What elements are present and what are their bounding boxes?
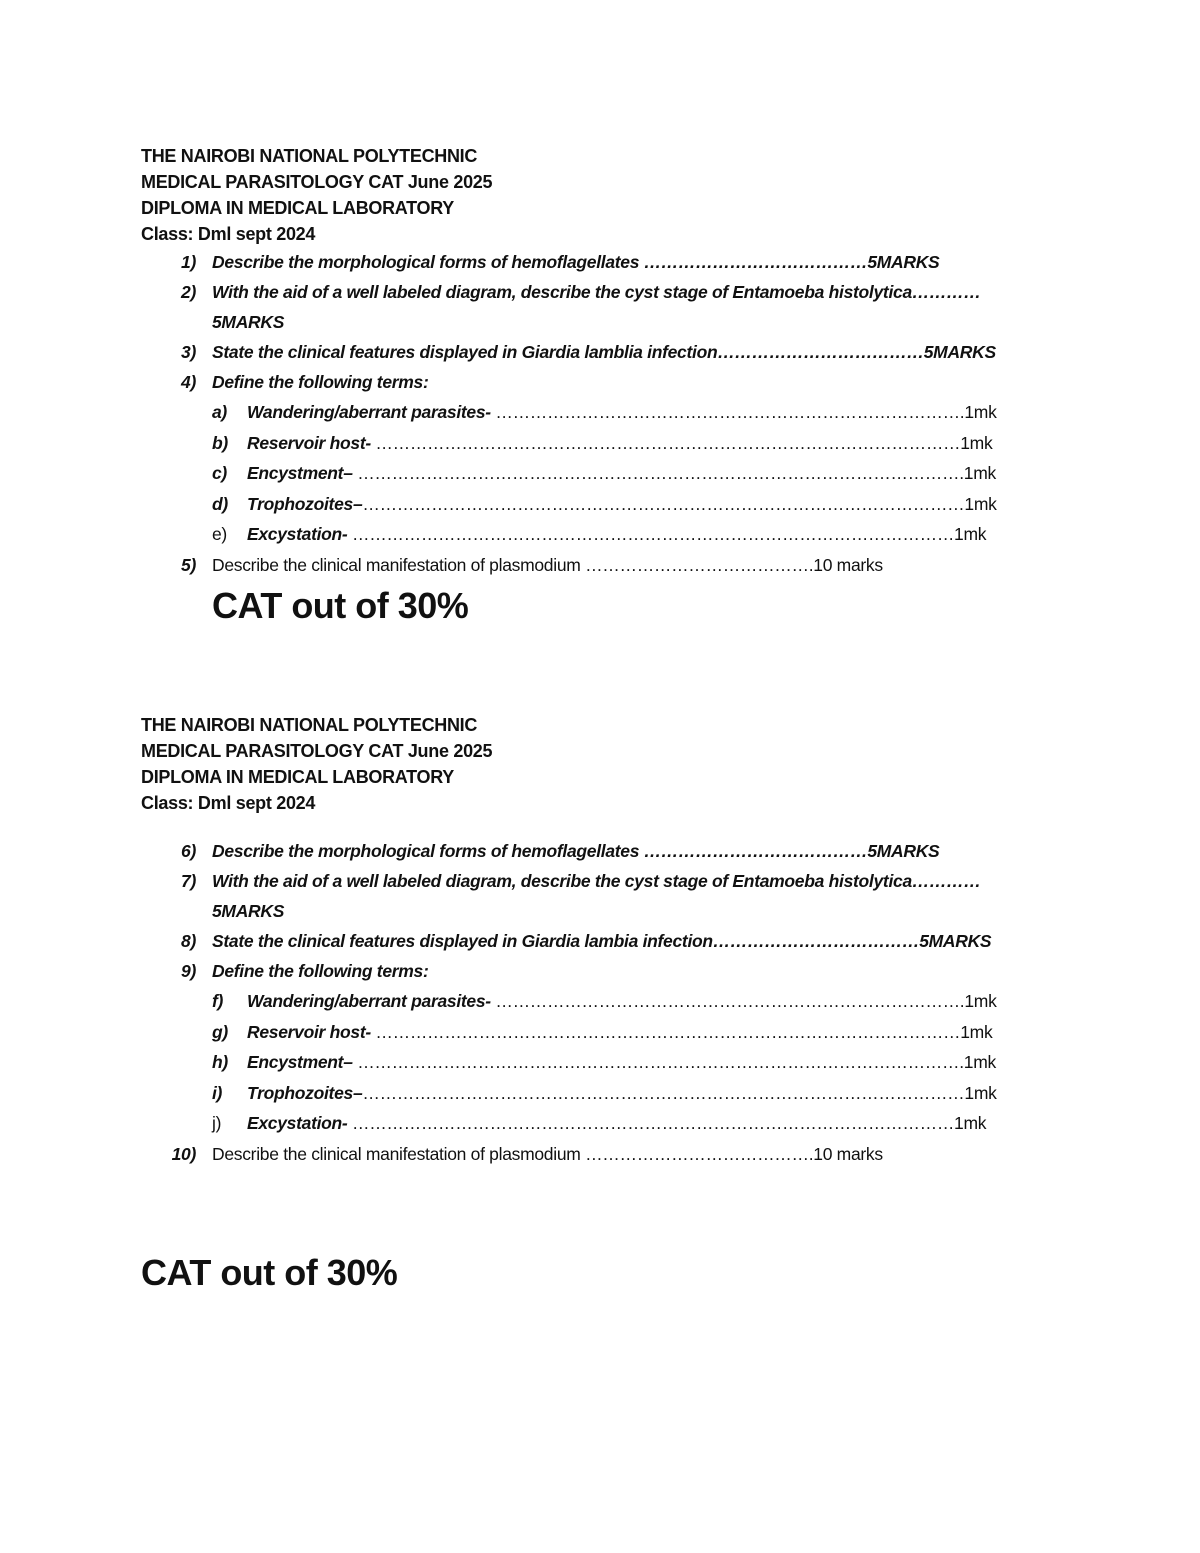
spacer (141, 816, 1101, 836)
exam-section-2 (141, 712, 1101, 1169)
question-marks: 5MARKS (212, 901, 285, 921)
question-text: Describe the clinical manifestation of plasmodium ………………………………….10 marks (212, 554, 883, 575)
question-text: With the aid of a well labeled diagram, describe the cyst stage of Entamoeba histolytica………… (212, 282, 981, 302)
term-item (141, 1047, 1101, 1078)
term-name: Trophozoites– (247, 493, 363, 514)
term-leader: …………………………………………………………………………………………… (347, 1113, 955, 1133)
term-leader: ………………………………………………………………………………………… (370, 432, 961, 453)
question-6 (141, 836, 1101, 866)
exam-title: MEDICAL PARASITOLOGY CAT June 2025 (141, 741, 493, 761)
term-name: Trophozoites– (247, 1082, 363, 1103)
term-letter: d) (212, 493, 228, 514)
question-4 (141, 367, 1101, 397)
question-2 (141, 277, 1101, 337)
course-name: DIPLOMA IN MEDICAL LABORATORY (141, 767, 454, 787)
term-mark: 1mk (964, 402, 997, 422)
term-letter: h) (212, 1052, 228, 1072)
class-label: Class: Dml sept 2024 (141, 793, 316, 813)
course-name: DIPLOMA IN MEDICAL LABORATORY (141, 198, 454, 218)
term-name: Encystment– (247, 463, 353, 483)
term-mark: 1mk (954, 1113, 987, 1133)
term-item (141, 1108, 1101, 1139)
question-number: 5) (181, 554, 196, 575)
term-leader: ………………………………………………………………………. (490, 402, 965, 422)
question-7 (141, 866, 1101, 926)
question-3 (141, 337, 1101, 367)
question-number: 10) (171, 1143, 196, 1164)
term-letter: j) (212, 1113, 222, 1133)
term-item (141, 489, 1101, 520)
question-text: State the clinical features displayed in Giardia lamblia infection………………………………5MARKS (212, 342, 996, 362)
term-name: Wandering/aberrant parasites- (247, 402, 491, 422)
term-mark: 1mk (963, 463, 996, 483)
term-item (141, 519, 1101, 550)
class-label: Class: Dml sept 2024 (141, 224, 316, 244)
question-1 (141, 247, 1101, 277)
term-item (141, 458, 1101, 489)
term-mark: 1mk (964, 1082, 997, 1103)
cat-total-label: CAT out of 30% (141, 1252, 398, 1293)
question-text: Describe the clinical manifestation of plasmodium ………………………………….10 marks (212, 1143, 883, 1164)
question-number: 9) (181, 961, 196, 981)
term-name: Reservoir host- (247, 1021, 371, 1042)
question-marks: 5MARKS (212, 312, 285, 332)
term-item (141, 428, 1101, 459)
question-text: With the aid of a well labeled diagram, describe the cyst stage of Entamoeba histolytica………… (212, 871, 981, 891)
question-text: Define the following terms: (212, 961, 429, 981)
question-number: 8) (181, 931, 196, 951)
question-number: 7) (181, 871, 196, 891)
term-mark: 1mk (964, 493, 997, 514)
term-name: Excystation- (247, 1113, 348, 1133)
question-5 (141, 550, 1101, 580)
question-number: 6) (181, 841, 196, 861)
term-letter: i) (212, 1082, 223, 1103)
term-mark: 1mk (963, 1052, 996, 1072)
term-item (141, 1078, 1101, 1109)
question-text: Describe the morphological forms of hemoflagellates …………………………………5MARKS (212, 252, 940, 272)
term-leader: ……………………………………………………………………………………………. (352, 463, 964, 483)
term-leader: …………………………………………………………………………………………… (347, 524, 955, 544)
term-letter: a) (212, 402, 227, 422)
term-name: Wandering/aberrant parasites- (247, 991, 491, 1011)
term-item (141, 397, 1101, 428)
term-leader: …………………………………………………………………………………………… (362, 1082, 965, 1103)
question-8 (141, 926, 1101, 956)
term-mark: 1mk (960, 432, 993, 453)
term-letter: f) (212, 991, 224, 1011)
term-leader: ………………………………………………………………………. (490, 991, 965, 1011)
term-mark: 1mk (960, 1021, 993, 1042)
term-name: Reservoir host- (247, 432, 371, 453)
term-item (141, 1017, 1101, 1048)
question-number: 4) (181, 372, 196, 392)
exam-section-1 (141, 143, 1101, 580)
term-name: Excystation- (247, 524, 348, 544)
question-10 (141, 1139, 1101, 1169)
term-letter: e) (212, 524, 227, 544)
institution-name: THE NAIROBI NATIONAL POLYTECHNIC (141, 146, 478, 166)
question-text: Describe the morphological forms of hemoflagellates …………………………………5MARKS (212, 841, 940, 861)
question-number: 3) (181, 342, 196, 362)
question-9 (141, 956, 1101, 986)
question-number: 2) (181, 282, 196, 302)
question-text: State the clinical features displayed in Giardia lambia infection………………………………5MARKS (212, 931, 992, 951)
exam-title: MEDICAL PARASITOLOGY CAT June 2025 (141, 172, 493, 192)
term-leader: ……………………………………………………………………………………………. (352, 1052, 964, 1072)
term-leader: …………………………………………………………………………………………… (362, 493, 965, 514)
term-letter: c) (212, 463, 227, 483)
question-text: Define the following terms: (212, 372, 429, 392)
term-letter: g) (212, 1021, 228, 1042)
term-leader: ………………………………………………………………………………………… (370, 1021, 961, 1042)
institution-name: THE NAIROBI NATIONAL POLYTECHNIC (141, 715, 478, 735)
term-mark: 1mk (964, 991, 997, 1011)
term-item (141, 986, 1101, 1017)
cat-total-label: CAT out of 30% (212, 585, 469, 626)
term-name: Encystment– (247, 1052, 353, 1072)
term-letter: b) (212, 432, 228, 453)
term-mark: 1mk (954, 524, 987, 544)
question-number: 1) (181, 252, 196, 272)
